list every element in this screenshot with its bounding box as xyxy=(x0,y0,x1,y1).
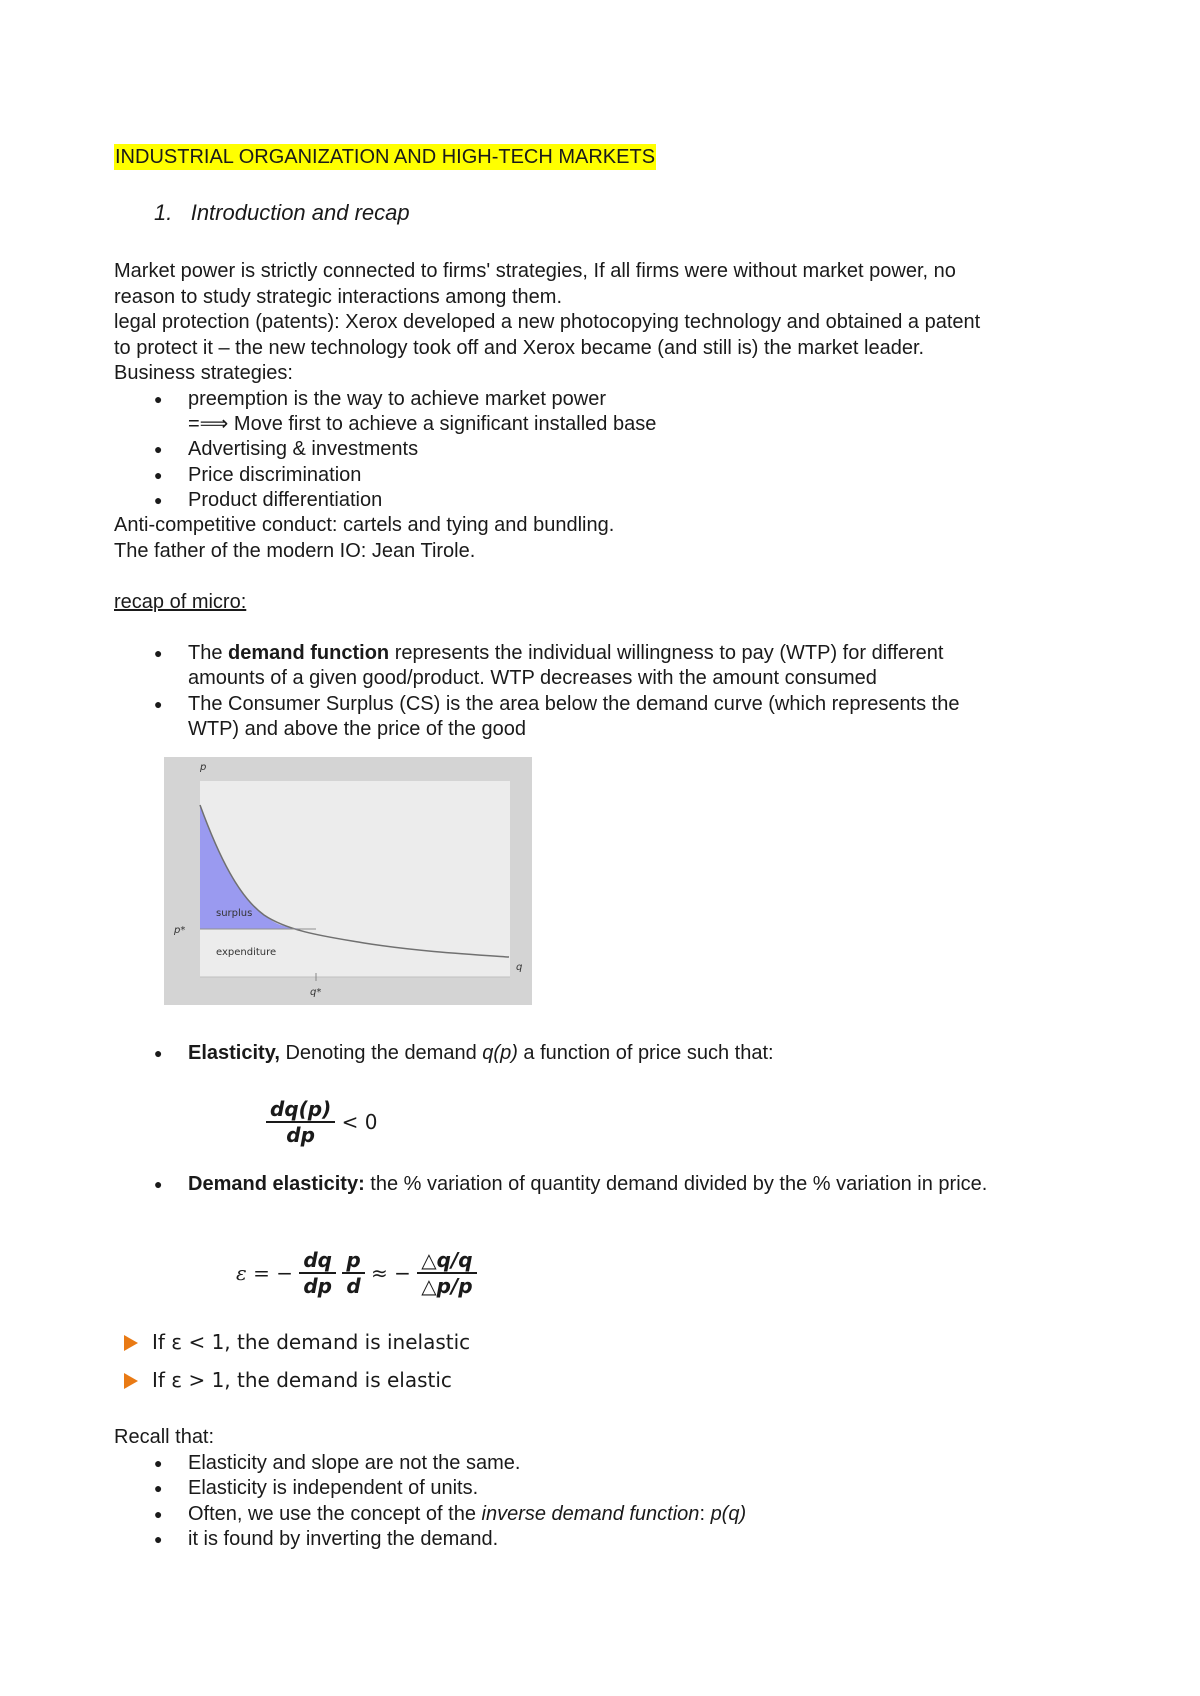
paragraph-market-power-1: Market power is strictly connected to firms' strategies, If all firms were without market power, no xyxy=(114,260,956,282)
recap-demand-function-2: amounts of a given good/product. WTP decreases with the amount consumed xyxy=(188,667,877,689)
elasticity-bold-term: Elasticity, xyxy=(188,1042,280,1064)
paragraph-patents-2: to protect it – the new technology took off and Xerox became (and still is) the market leader. xyxy=(114,337,925,359)
fraction-denominator: d xyxy=(346,1274,361,1298)
elasticity-function: q(p) xyxy=(482,1042,518,1064)
fraction-numerator: dq xyxy=(299,1248,336,1274)
recall-item-units: Elasticity is independent of units. xyxy=(188,1477,479,1499)
fraction-relative-change xyxy=(417,1248,476,1298)
recall-text: Often, we use the concept of the xyxy=(188,1503,482,1525)
bullet-icon: ● xyxy=(154,696,163,712)
bullet-icon: ● xyxy=(154,492,163,508)
recap-demand-function-1 xyxy=(188,640,943,666)
approx-sign: ≈ − xyxy=(371,1261,411,1285)
strategy-preemption-sub: =⟹ Move first to achieve a significant installed base xyxy=(188,413,657,435)
recall-function: p(q) xyxy=(710,1503,747,1525)
recall-italic-term: inverse demand function xyxy=(481,1503,700,1525)
section-title: Introduction and recap xyxy=(190,200,410,225)
recap-bold-term: demand function xyxy=(228,642,390,664)
orange-arrow-icon xyxy=(124,1373,138,1389)
document-title: INDUSTRIAL ORGANIZATION AND HIGH-TECH MARKETS xyxy=(115,146,656,168)
strategy-price-discrimination: Price discrimination xyxy=(188,464,362,486)
strategy-preemption: preemption is the way to achieve market power xyxy=(188,388,606,410)
demand-elasticity-bold-term: Demand elasticity: xyxy=(188,1173,365,1195)
fraction-p-d xyxy=(342,1248,364,1298)
p-axis-label: p xyxy=(200,762,207,773)
elasticity-definition xyxy=(188,1040,774,1066)
bullet-icon: ● xyxy=(154,645,163,661)
q-axis-label: q xyxy=(516,962,523,973)
father-of-io-text: The father of the modern IO: Jean Tirole. xyxy=(114,540,476,562)
paragraph-patents-1: legal protection (patents): Xerox developed a new photocopying technology and obtained a patent xyxy=(114,311,981,333)
bullet-icon: ● xyxy=(154,441,163,457)
condition-elastic: If ε > 1, the demand is elastic xyxy=(152,1368,452,1392)
fraction-denominator: dp xyxy=(303,1274,332,1298)
recap-heading: recap of micro: xyxy=(114,591,247,613)
recap-text: represents the individual willingness to pay (WTP) for different xyxy=(389,642,944,664)
consumer-surplus-figure xyxy=(164,757,532,1005)
expenditure-label: expenditure xyxy=(216,947,277,958)
recap-consumer-surplus-2: WTP) and above the price of the good xyxy=(188,718,526,740)
recall-item-slope: Elasticity and slope are not the same. xyxy=(188,1452,521,1474)
anti-competitive-text: Anti-competitive conduct: cartels and tying and bundling. xyxy=(114,514,615,536)
business-strategies-label: Business strategies: xyxy=(114,362,293,384)
pstar-label: p* xyxy=(174,925,186,936)
elasticity-text: a function of price such that: xyxy=(517,1042,774,1064)
fraction-numerator: p xyxy=(342,1248,364,1274)
fraction-dq-dp xyxy=(299,1248,336,1298)
orange-arrow-icon xyxy=(124,1335,138,1351)
equation-elasticity xyxy=(236,1248,477,1298)
bullet-icon: ● xyxy=(154,1506,163,1522)
strategy-advertising: Advertising & investments xyxy=(188,438,419,460)
inequality-rhs: < 0 xyxy=(341,1110,378,1134)
recall-item-inverting: it is found by inverting the demand. xyxy=(188,1528,499,1550)
recall-text: : xyxy=(699,1503,711,1525)
recall-heading: Recall that: xyxy=(114,1426,215,1448)
bullet-icon: ● xyxy=(154,1045,163,1061)
qstar-label: q* xyxy=(310,987,322,998)
bullet-icon: ● xyxy=(154,391,163,407)
equation-derivative xyxy=(266,1097,377,1147)
fraction-numerator: △q/q xyxy=(417,1248,476,1274)
derivative-fraction xyxy=(266,1097,335,1147)
demand-elasticity-text: the % variation of quantity demand divided by the % variation in price. xyxy=(364,1173,988,1195)
recap-text: The xyxy=(188,642,229,664)
fraction-numerator: dq(p) xyxy=(266,1097,335,1123)
fraction-denominator: △p/p xyxy=(421,1274,473,1298)
bullet-icon: ● xyxy=(154,467,163,483)
equation-lhs: ε = − xyxy=(236,1261,293,1285)
strategy-product-differentiation: Product differentiation xyxy=(188,489,383,511)
elasticity-text: Denoting the demand xyxy=(279,1042,483,1064)
bullet-icon: ● xyxy=(154,1455,163,1471)
recap-consumer-surplus-1: The Consumer Surplus (CS) is the area below the demand curve (which represents the xyxy=(188,693,960,715)
demand-elasticity-definition xyxy=(188,1171,987,1197)
fraction-denominator: dp xyxy=(286,1123,315,1147)
bullet-icon: ● xyxy=(154,1480,163,1496)
surplus-label: surplus xyxy=(216,908,253,919)
section-number: 1. xyxy=(154,200,173,225)
section-heading xyxy=(154,200,410,226)
bullet-icon: ● xyxy=(154,1531,163,1547)
recall-item-inverse-demand xyxy=(188,1501,746,1527)
bullet-icon: ● xyxy=(154,1176,163,1192)
paragraph-market-power-2: reason to study strategic interactions among them. xyxy=(114,286,563,308)
condition-inelastic: If ε < 1, the demand is inelastic xyxy=(152,1330,471,1354)
